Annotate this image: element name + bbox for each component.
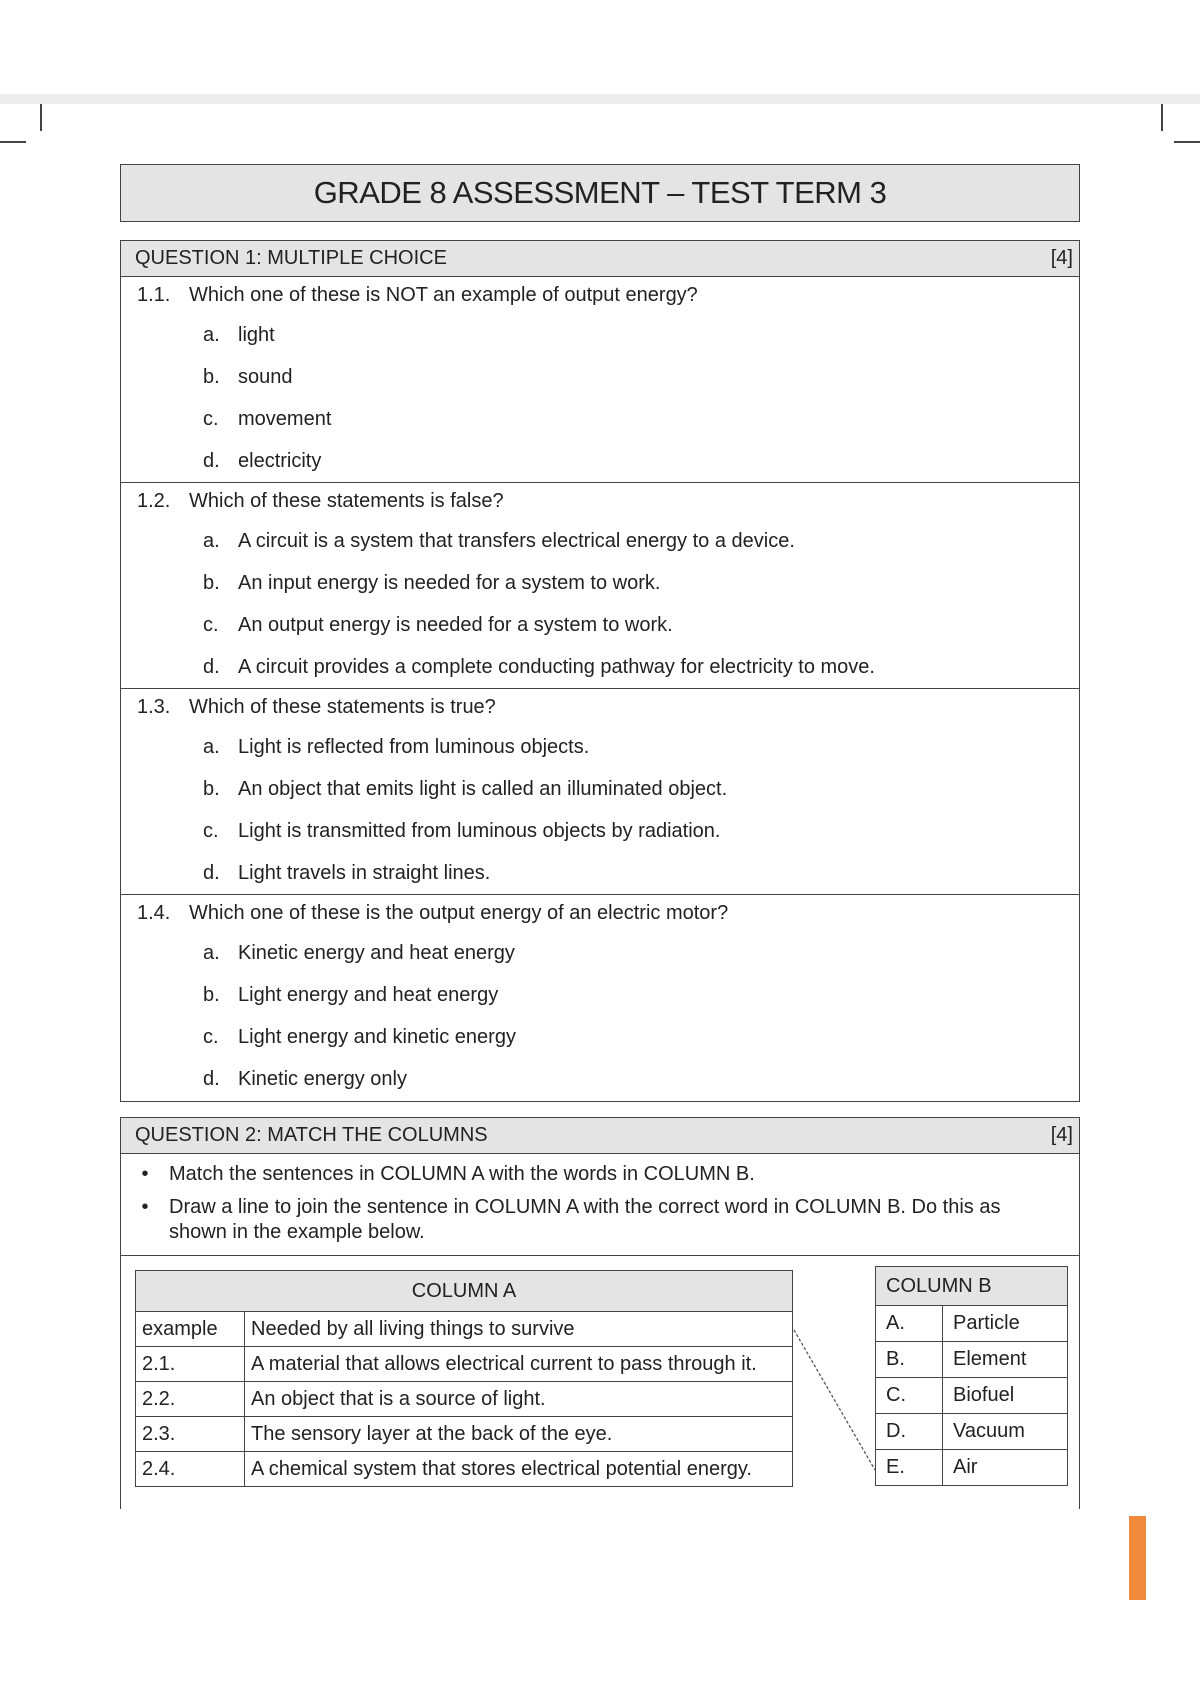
row-text: A material that allows electrical current to pass through it. — [245, 1347, 793, 1382]
row-word: Particle — [943, 1306, 1068, 1342]
option-letter: d. — [203, 861, 220, 884]
title-text: GRADE 8 ASSESSMENT – TEST TERM 3 — [313, 175, 887, 210]
option-letter: c. — [203, 1025, 219, 1048]
row-word: Biofuel — [943, 1378, 1068, 1414]
option-text: Light energy and kinetic energy — [238, 1025, 516, 1048]
option-letter: b. — [203, 983, 220, 1006]
option-letter: b. — [203, 365, 220, 388]
option-text: An object that emits light is called an illuminated object. — [238, 777, 728, 800]
question-text: Which one of these is NOT an example of output energy? — [189, 284, 698, 306]
option-text: electricity — [238, 449, 322, 472]
option-text: movement — [238, 407, 332, 430]
option-text: Light energy and heat energy — [238, 983, 499, 1006]
bullet: • — [141, 1196, 149, 1218]
column-b-header: COLUMN B — [876, 1267, 1068, 1306]
option-letter: d. — [203, 449, 220, 472]
question-1-heading: QUESTION 1: MULTIPLE CHOICE — [135, 247, 447, 269]
option-text: A circuit provides a complete conducting pathway for electricity to move. — [238, 655, 875, 678]
option-letter: b. — [203, 777, 220, 800]
instruction-text: Match the sentences in COLUMN A with the words in COLUMN B. — [169, 1163, 755, 1185]
example-connector-line — [794, 1330, 875, 1470]
question-1-marks: [4] — [1050, 247, 1073, 269]
row-text: Needed by all living things to survive — [245, 1312, 793, 1347]
option-letter: c. — [203, 407, 219, 430]
question-text: Which one of these is the output energy of an electric motor? — [189, 902, 729, 924]
row-word: Element — [943, 1342, 1068, 1378]
question-number: 1.2. — [137, 490, 171, 512]
option-text: An output energy is needed for a system to work. — [238, 613, 673, 636]
question-number: 1.3. — [137, 696, 171, 718]
column-a-header: COLUMN A — [136, 1271, 793, 1312]
option-letter: a. — [203, 323, 220, 346]
row-text: An object that is a source of light. — [245, 1382, 793, 1417]
row-letter: C. — [876, 1378, 943, 1414]
row-label: 2.3. — [136, 1417, 245, 1452]
instruction-text: Draw a line to join the sentence in COLUMN A with the correct word in COLUMN B. Do this as shown in the example below. — [169, 1196, 1001, 1243]
option-text: An input energy is needed for a system to work. — [238, 571, 661, 594]
row-text: The sensory layer at the back of the eye. — [245, 1417, 793, 1452]
option-letter: d. — [203, 655, 220, 678]
row-label: example — [136, 1312, 245, 1347]
question-2-marks: [4] — [1050, 1124, 1073, 1146]
option-letter: c. — [203, 613, 219, 636]
question-text: Which of these statements is true? — [189, 696, 496, 718]
row-label: 2.1. — [136, 1347, 245, 1382]
bullet: • — [141, 1163, 149, 1185]
row-label: 2.4. — [136, 1452, 245, 1487]
option-text: Light is reflected from luminous objects. — [238, 735, 590, 758]
option-text: A circuit is a system that transfers electrical energy to a device. — [238, 529, 795, 552]
row-word: Air — [943, 1450, 1068, 1486]
row-letter: A. — [876, 1306, 943, 1342]
option-letter: d. — [203, 1067, 220, 1090]
option-text: Light travels in straight lines. — [238, 861, 491, 884]
row-text: A chemical system that stores electrical potential energy. — [245, 1452, 793, 1487]
row-letter: D. — [876, 1414, 943, 1450]
question-number: 1.4. — [137, 902, 171, 924]
option-text: light — [238, 323, 275, 346]
option-text: Kinetic energy only — [238, 1067, 407, 1090]
option-letter: a. — [203, 941, 220, 964]
row-letter: B. — [876, 1342, 943, 1378]
row-letter: E. — [876, 1450, 943, 1486]
row-label: 2.2. — [136, 1382, 245, 1417]
option-letter: b. — [203, 571, 220, 594]
option-text: Kinetic energy and heat energy — [238, 941, 515, 964]
option-text: Light is transmitted from luminous objects by radiation. — [238, 819, 721, 842]
question-number: 1.1. — [137, 284, 171, 306]
option-letter: a. — [203, 735, 220, 758]
option-text: sound — [238, 365, 293, 388]
row-word: Vacuum — [943, 1414, 1068, 1450]
question-2-heading: QUESTION 2: MATCH THE COLUMNS — [135, 1124, 488, 1146]
option-letter: a. — [203, 529, 220, 552]
question-text: Which of these statements is false? — [189, 490, 504, 512]
option-letter: c. — [203, 819, 219, 842]
